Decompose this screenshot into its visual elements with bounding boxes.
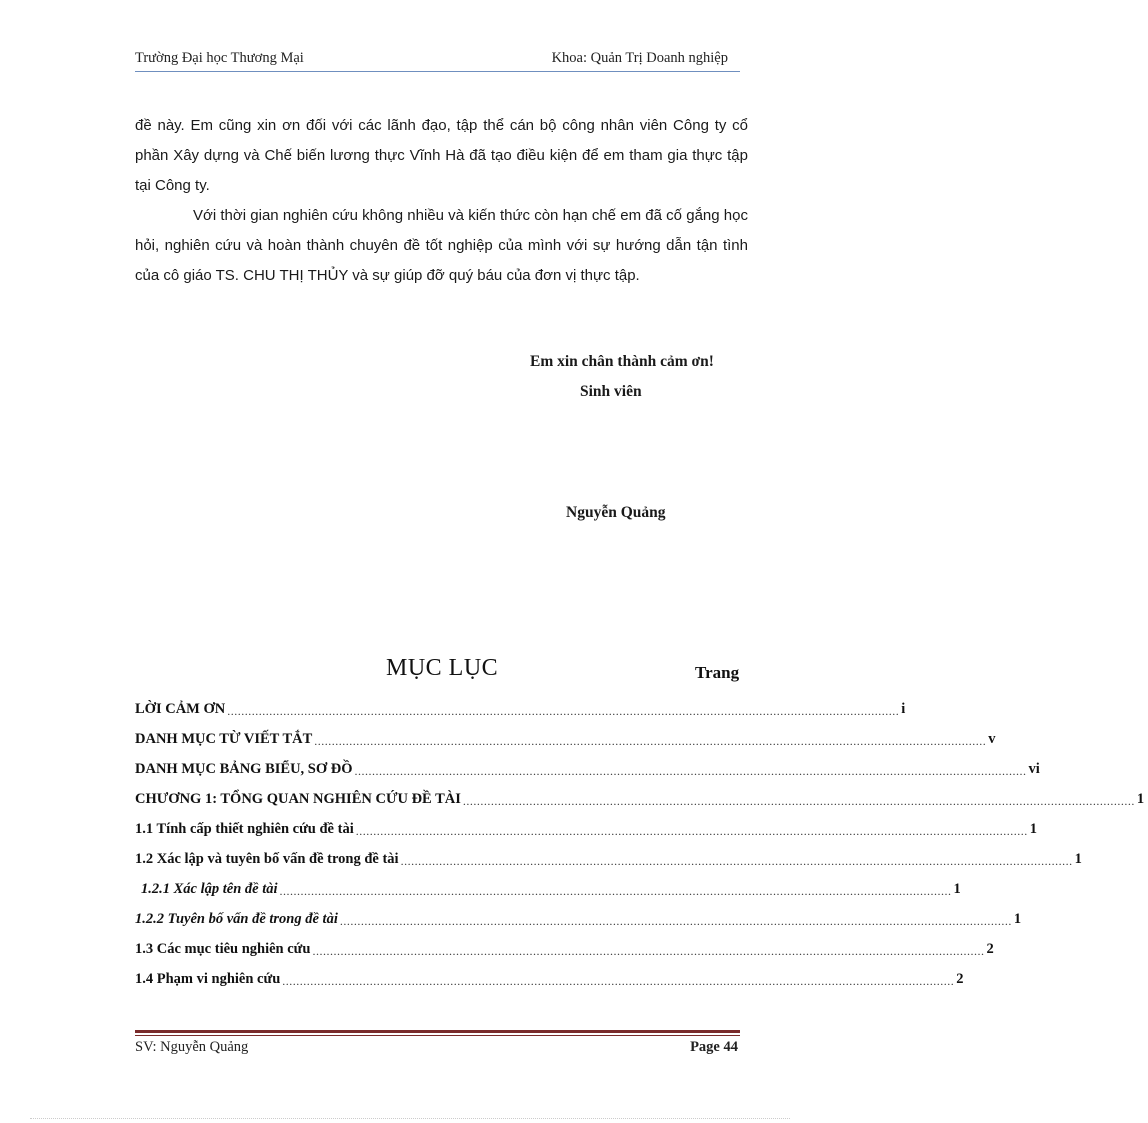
signature-role: Sinh viên [580,383,642,400]
toc-page-heading: Trang [695,663,740,682]
toc-entry-label: 1.3 Các mục tiêu nghiên cứu [135,940,311,957]
toc-entry[interactable] [135,934,994,964]
toc-entry[interactable] [135,814,1037,844]
header-school: Trường Đại học Thương Mại [135,50,304,66]
table-of-contents [135,694,1145,994]
toc-entry-page: 1 [953,880,961,897]
toc-entry-page: i [901,700,906,717]
toc-entry-label: LỜI CẢM ƠN [135,700,226,717]
toc-entry[interactable] [135,694,906,724]
toc-entry-page: 2 [956,970,964,987]
toc-entry-page: v [988,730,996,747]
toc-entry-label: 1.4 Phạm vi nghiên cứu [135,970,281,987]
toc-entry-page: 1 [1029,820,1037,837]
page-header [135,50,740,70]
toc-leader-dots: ................................................................................................................................................................................................ [339,913,1012,928]
footer-divider-thin [135,1035,740,1036]
header-divider [135,71,740,72]
toc-entry-label: CHƯƠNG 1: TỔNG QUAN NGHIÊN CỨU ĐỀ TÀI [135,790,461,807]
toc-entry[interactable] [135,724,996,754]
toc-entry-page: 1 [1074,850,1082,867]
toc-leader-dots: ................................................................................................................................................................................................ [282,973,955,988]
toc-leader-dots: ................................................................................................................................................................................................ [314,733,987,748]
toc-entry[interactable] [135,904,1022,934]
toc-entry[interactable] [135,844,1082,874]
header-faculty: Khoa: Quản Trị Doanh nghiệp [551,50,728,66]
signature-thanks: Em xin chân thành cảm ơn! [530,353,714,370]
toc-entry-label: 1.1 Tính cấp thiết nghiên cứu đề tài [135,820,354,837]
toc-entry[interactable] [135,784,1145,814]
toc-entry-page: 2 [986,940,994,957]
toc-entry-label: DANH MỤC TỪ VIẾT TẮT [135,730,313,747]
toc-entry-page: vi [1028,760,1040,777]
paragraph-2: Với thời gian nghiên cứu không nhiều và kiến thức còn hạn chế em đã cố gắng học hỏi, nghiên cứu và hoàn thành chuyên đề tốt nghiệp của mình với sự hướng dẫn tận tình của cô giáo TS. CHU THỊ THỦY và sự giúp đỡ quý báu của đơn vị thực tập. [135,207,748,284]
toc-entry-label: DANH MỤC BẢNG BIỂU, SƠ ĐỒ [135,760,353,777]
body-text [135,111,748,291]
toc-leader-dots: ................................................................................................................................................................................................ [279,883,952,898]
toc-entry[interactable] [135,754,1040,784]
toc-entry[interactable] [135,874,961,904]
toc-title: MỤC LỤC [386,655,499,681]
page-edge-divider [30,1118,790,1119]
toc-leader-dots: ................................................................................................................................................................................................ [227,703,900,718]
footer-divider-thick [135,1030,740,1033]
paragraph-1: đề này. Em cũng xin ơn đối với các lãnh đạo, tập thể cán bộ công nhân viên Công ty cổ phần Xây dựng và Chế biến lương thực Vĩnh Hà đã tạo điều kiện để em tham gia thực tập tại Công ty. [135,117,748,194]
toc-entry-label: 1.2 Xác lập và tuyên bố vấn đề trong đề tài [135,850,399,867]
toc-leader-dots: ................................................................................................................................................................................................ [355,823,1028,838]
footer-page-number: Page 44 [690,1039,738,1055]
toc-entry-page: 1 [1013,910,1022,927]
footer-student: SV: Nguyễn Quảng [135,1039,249,1055]
toc-entry-page: 1 [1136,790,1145,807]
signature-name: Nguyễn Quảng [566,504,666,521]
toc-entry-label: 1.2.1 Xác lập tên đề tài [141,880,278,897]
toc-entry-label: 1.2.2 Tuyên bố vấn đề trong đề tài [135,910,338,927]
toc-leader-dots: ................................................................................................................................................................................................ [312,943,985,958]
toc-leader-dots: ................................................................................................................................................................................................ [354,763,1027,778]
toc-entry[interactable] [135,964,964,994]
toc-leader-dots: ................................................................................................................................................................................................ [400,853,1073,868]
toc-leader-dots: ................................................................................................................................................................................................ [462,793,1135,808]
